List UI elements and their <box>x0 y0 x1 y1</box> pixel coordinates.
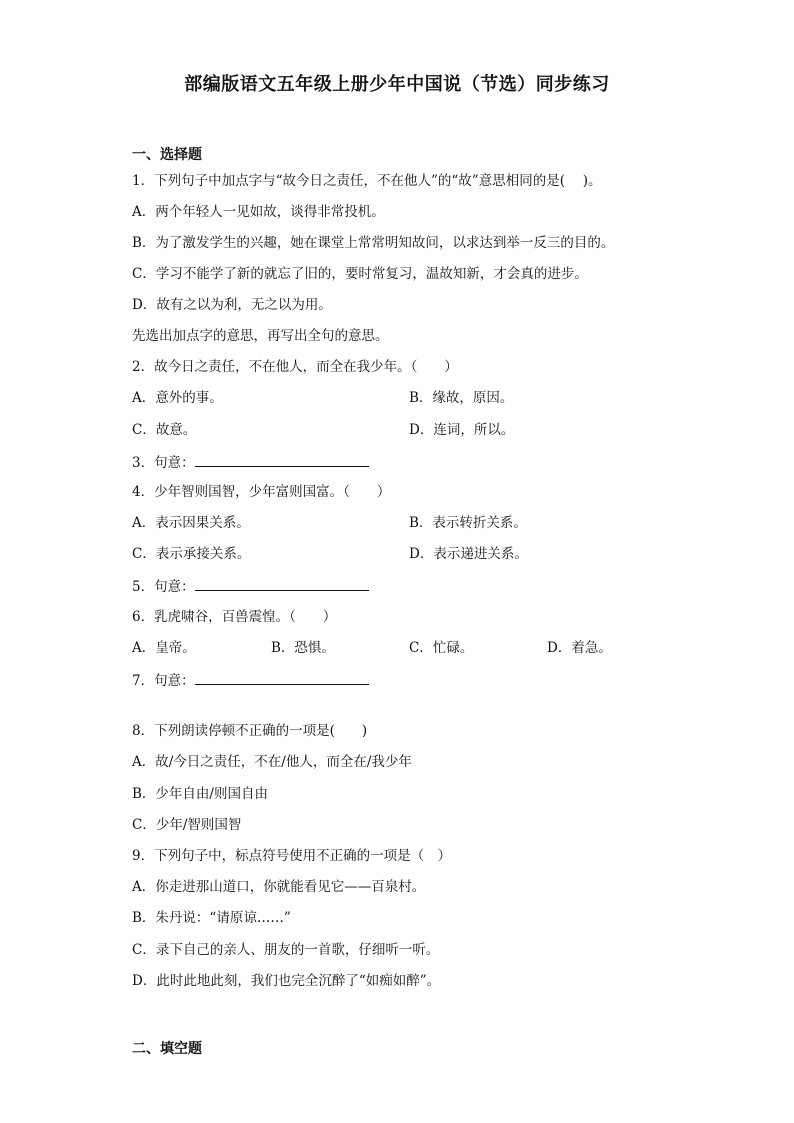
question-2-option-b[interactable]: B．缘故，原因。 <box>409 390 514 406</box>
question-4-option-d[interactable]: D．表示递进关系。 <box>409 546 528 562</box>
question-4-option-a[interactable]: A．表示因果关系。 <box>132 515 250 531</box>
question-9-stem: 9．下列句子中，标点符号使用不正确的一项是（ ） <box>132 848 452 864</box>
section-heading-fill-blank: 二、填空题 <box>132 1041 202 1057</box>
question-1-option-a[interactable]: A．两个年轻人一见如故，谈得非常投机。 <box>132 204 385 220</box>
question-2-option-d[interactable]: D．连词，所以。 <box>409 422 515 438</box>
question-8-option-a[interactable]: A．故/今日之责任，不在/他人，而全在/我少年 <box>132 754 412 770</box>
question-9-option-b[interactable]: B．朱丹说：“请原谅……” <box>132 910 291 926</box>
question-9-option-d[interactable]: D．此时此地此刻，我们也完全沉醉了“如痴如醉”。 <box>132 973 441 989</box>
instruction-text: 先选出加点字的意思，再写出全句的意思。 <box>132 328 389 344</box>
question-4-option-c[interactable]: C．表示承接关系。 <box>132 546 251 562</box>
question-6-option-a[interactable]: A．皇帝。 <box>132 640 196 656</box>
question-1-option-d[interactable]: D．故有之以为利，无之以为用。 <box>132 297 332 313</box>
question-4-stem: 4．少年智则国智，少年富则国富。（ ） <box>132 484 391 500</box>
question-5-line <box>132 576 369 596</box>
question-2-option-c[interactable]: C．故意。 <box>132 422 197 438</box>
answer-blank-5[interactable] <box>195 576 369 591</box>
question-1-option-c[interactable]: C．学习不能学了新的就忘了旧的，要时常复习，温故知新，才会真的进步。 <box>132 266 588 282</box>
section-heading-choice: 一、选择题 <box>132 147 202 163</box>
question-7-label: 7．句意： <box>132 673 195 689</box>
answer-blank-3[interactable] <box>195 452 369 467</box>
question-3-line <box>132 452 369 472</box>
question-2-stem: 2．故今日之责任，不在他人，而全在我少年。（ ） <box>132 359 458 375</box>
question-8-option-c[interactable]: C．少年/智则国智 <box>132 817 242 833</box>
question-7-line <box>132 670 369 690</box>
question-1-option-b[interactable]: B．为了激发学生的兴趣，她在课堂上常常明知故问，以求达到举一反三的目的。 <box>132 235 615 251</box>
question-3-label: 3．句意： <box>132 455 195 471</box>
question-6-option-d[interactable]: D．着急。 <box>547 640 612 656</box>
question-5-label: 5．句意： <box>132 579 195 595</box>
page-title: 部编版语文五年级上册少年中国说（节选）同步练习 <box>184 74 610 95</box>
question-6-option-c[interactable]: C．忙碌。 <box>409 640 474 656</box>
question-8-option-b[interactable]: B．少年自由/则国自由 <box>132 786 268 802</box>
answer-blank-7[interactable] <box>195 670 369 685</box>
question-1-stem: 1．下列句子中加点字与“故今日之责任，不在他人”的“故”意思相同的是( )。 <box>132 173 602 189</box>
question-2-option-a[interactable]: A．意外的事。 <box>132 390 223 406</box>
question-6-option-b[interactable]: B．恐惧。 <box>271 640 335 656</box>
question-6-stem: 6．乳虎啸谷，百兽震惶。（ ） <box>132 609 337 625</box>
question-9-option-c[interactable]: C．录下自己的亲人、朋友的一首歌，仔细听一听。 <box>132 942 440 958</box>
question-9-option-a[interactable]: A．你走进那山道口，你就能看见它——百泉村。 <box>132 879 426 895</box>
question-8-stem: 8．下列朗读停顿不正确的一项是( ) <box>132 723 368 739</box>
question-4-option-b[interactable]: B．表示转折关系。 <box>409 515 527 531</box>
